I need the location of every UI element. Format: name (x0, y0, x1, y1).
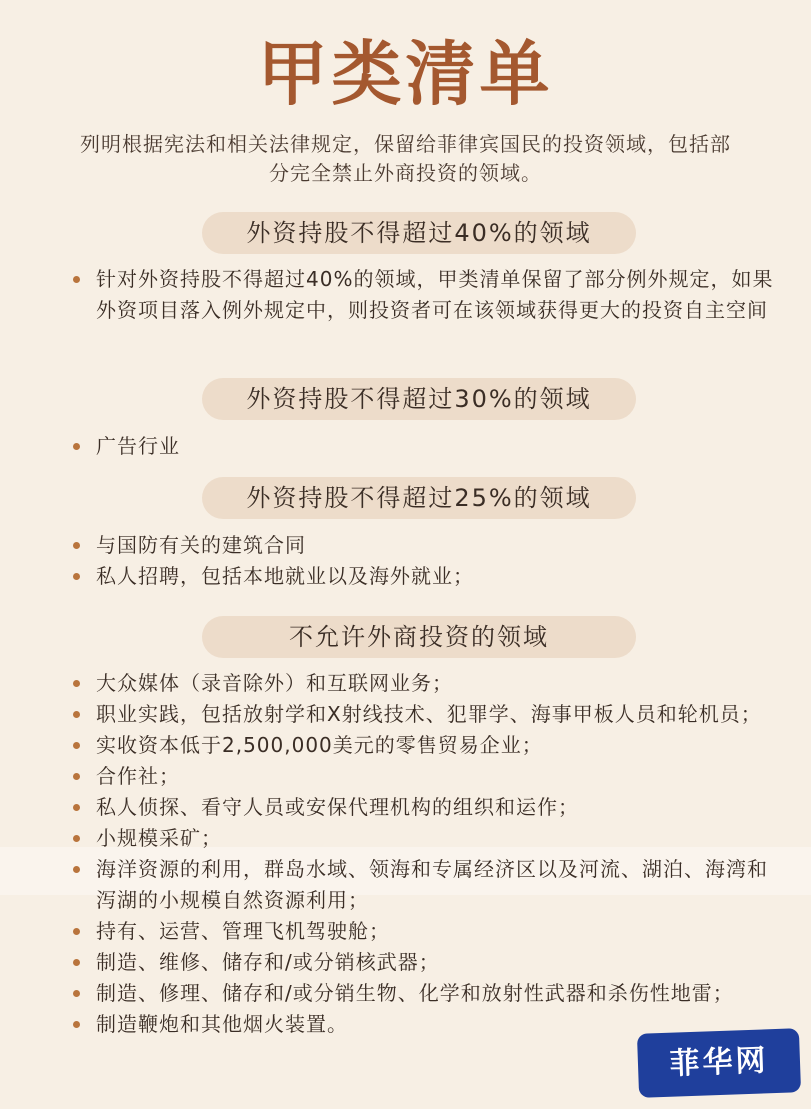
section-list-40 (0, 264, 811, 326)
list-item: 实收资本低于2,500,000美元的零售贸易企业； (0, 730, 811, 761)
section-list-25 (0, 530, 811, 592)
list-item: 合作社； (0, 761, 811, 792)
section-heading-30: 外资持股不得超过30%的领域 (202, 378, 636, 420)
list-item: 持有、运营、管理飞机驾驶舱； (0, 916, 811, 947)
list-item: 职业实践，包括放射学和X射线技术、犯罪学、海事甲板人员和轮机员； (0, 699, 811, 730)
page-title: 甲类清单 (257, 32, 554, 115)
list-item: 私人侦探、看守人员或安保代理机构的组织和运作； (0, 792, 811, 823)
watermark-text: 菲华网 (668, 1043, 770, 1082)
section-heading-prohibited: 不允许外商投资的领域 (202, 616, 636, 658)
watermark-logo (637, 1028, 801, 1098)
section-heading-25: 外资持股不得超过25%的领域 (202, 477, 636, 519)
list-item: 制造鞭炮和其他烟火装置。 (0, 1009, 811, 1040)
list-item: 广告行业 (0, 431, 811, 462)
list-item: 制造、维修、储存和/或分销核武器； (0, 947, 811, 978)
list-item: 针对外资持股不得超过40%的领域，甲类清单保留了部分例外规定，如果外资项目落入例外规定中，则投资者可在该领域获得更大的投资自主空间 (0, 264, 811, 326)
list-item: 制造、修理、储存和/或分销生物、化学和放射性武器和杀伤性地雷； (0, 978, 811, 1009)
list-item: 与国防有关的建筑合同 (0, 530, 811, 561)
section-list-30 (0, 431, 811, 462)
list-item: 私人招聘，包括本地就业以及海外就业； (0, 561, 811, 592)
section-list-prohibited (0, 668, 811, 1040)
section-heading-40: 外资持股不得超过40%的领域 (202, 212, 636, 254)
intro-text: 列明根据宪法和相关法律规定，保留给菲律宾国民的投资领域，包括部分完全禁止外商投资的领域。 (80, 132, 731, 185)
list-item: 海洋资源的利用，群岛水域、领海和专属经济区以及河流、湖泊、海湾和泻湖的小规模自然资源利用； (0, 854, 811, 916)
list-item: 小规模采矿； (0, 823, 811, 854)
list-item: 大众媒体（录音除外）和互联网业务； (0, 668, 811, 699)
